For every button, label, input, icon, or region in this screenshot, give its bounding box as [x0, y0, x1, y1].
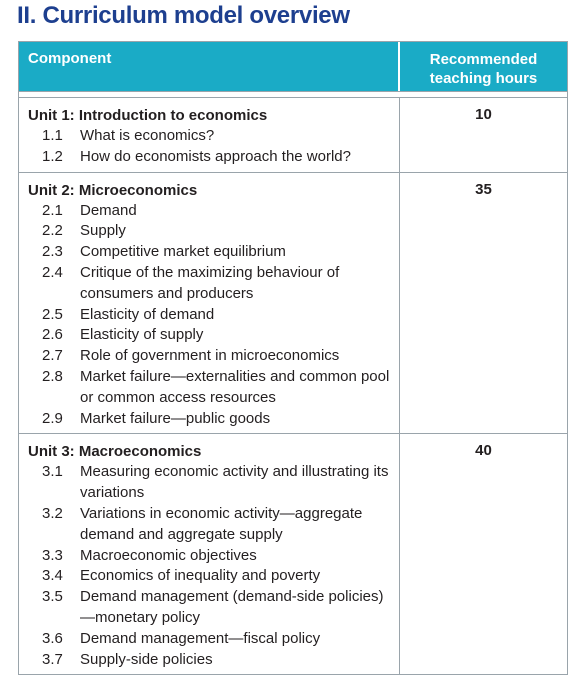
topic-text: Market failure—public goods	[80, 409, 271, 427]
topic-number: 3.4	[42, 567, 63, 585]
topic-text: Economics of inequality and poverty	[80, 567, 321, 585]
topic-item	[28, 409, 399, 430]
topic-item	[28, 566, 399, 587]
unit-title: Unit 3: Macroeconomics	[28, 443, 202, 461]
topic-item	[28, 504, 399, 546]
topic-item	[28, 305, 399, 326]
topic-text: Macroeconomic objectives	[80, 546, 257, 564]
unit-title: Unit 2: Microeconomics	[28, 181, 198, 199]
topic-number: 3.3	[42, 546, 63, 564]
unit-component-cell	[19, 173, 400, 434]
unit-component-cell	[19, 98, 400, 172]
unit-title: Unit 1: Introduction to economics	[28, 107, 268, 124]
topic-number: 2.8	[42, 367, 63, 385]
topic-item	[28, 263, 399, 305]
topic-item	[28, 221, 399, 242]
header-component: Component	[19, 42, 400, 91]
topic-text: Supply-side policies	[80, 650, 213, 668]
topic-number: 2.6	[42, 326, 63, 344]
topic-item	[28, 346, 399, 367]
unit-row	[19, 434, 567, 674]
topic-number: 2.2	[42, 222, 63, 240]
topic-item	[28, 587, 399, 629]
topic-number: 2.9	[42, 409, 63, 427]
topic-item	[28, 242, 399, 263]
topic-text: Elasticity of supply	[80, 326, 204, 344]
curriculum-table	[18, 41, 568, 675]
topic-text: Variations in economic activity—aggregate demand and aggregate supply	[80, 504, 363, 543]
topic-number: 2.4	[42, 263, 63, 281]
topic-item	[28, 367, 399, 409]
topic-item	[28, 147, 399, 168]
topic-number: 2.5	[42, 305, 63, 323]
topic-number: 2.7	[42, 347, 63, 365]
topic-number: 3.5	[42, 588, 63, 606]
topic-text: Critique of the maximizing behaviour of consumers and producers	[80, 263, 340, 302]
unit-row	[19, 98, 567, 173]
topic-item	[28, 650, 399, 671]
topic-text: Supply	[80, 222, 126, 240]
header-hours: Recommended teaching hours	[429, 51, 538, 87]
topic-item	[28, 126, 399, 147]
unit-row	[19, 173, 567, 435]
topic-text: How do economists approach the world?	[80, 147, 351, 165]
unit-hours: 35	[475, 180, 492, 198]
topic-text: Demand management—fiscal policy	[80, 629, 321, 647]
topic-text: Demand	[80, 201, 137, 219]
topic-item	[28, 325, 399, 346]
topic-number: 3.7	[42, 650, 63, 668]
topic-number: 3.2	[42, 504, 63, 522]
topic-text: Measuring economic activity and illustrating its variations	[80, 463, 389, 502]
topic-number: 1.2	[42, 147, 63, 165]
topic-item	[28, 462, 399, 504]
topic-text: Elasticity of demand	[80, 305, 215, 323]
topic-text: Demand management (demand-side policies)—monetary policy	[80, 588, 384, 626]
page-title: II. Curriculum model overview	[17, 2, 350, 29]
topic-text: Competitive market equilibrium	[80, 243, 286, 261]
unit-hours: 40	[475, 442, 492, 460]
topic-number: 2.3	[42, 243, 63, 261]
topic-text: What is economics?	[80, 127, 215, 144]
topic-text: Market failure—externalities and common pool or common access resources	[80, 367, 390, 406]
units-body	[19, 98, 567, 674]
topic-text: Role of government in microeconomics	[80, 347, 340, 365]
unit-component-cell	[19, 434, 400, 674]
topic-item	[28, 629, 399, 650]
table-header	[19, 42, 567, 92]
topic-item	[28, 201, 399, 222]
topic-number: 1.1	[42, 127, 63, 144]
unit-hours: 10	[475, 106, 492, 123]
topic-number: 2.1	[42, 201, 63, 219]
topic-number: 3.1	[42, 463, 63, 481]
topic-item	[28, 546, 399, 567]
topic-number: 3.6	[42, 629, 63, 647]
